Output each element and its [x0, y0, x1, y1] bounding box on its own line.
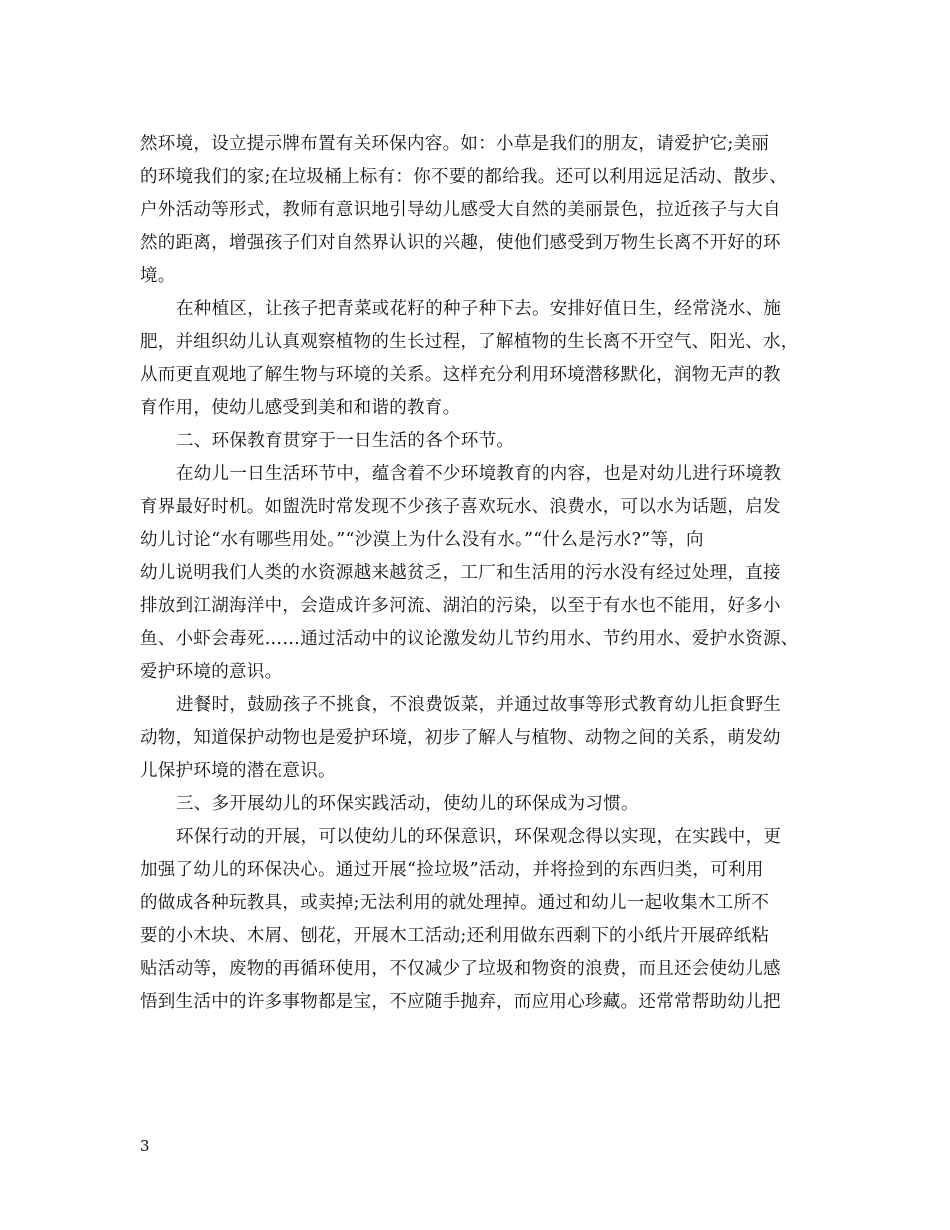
text-line: 然的距离，增强孩子们对自然界认识的兴趣，使他们感受到万物生长离不开好的环	[140, 233, 781, 253]
text-line: 然环境，设立提示牌布置有关环保内容。如：小草是我们的朋友，请爱护它;美丽	[140, 134, 770, 154]
text-line: 肥，并组织幼儿认真观察植物的生长过程，了解植物的生长离不开空气、阳光、水，	[140, 332, 799, 352]
text-line: 幼儿讨论“水有哪些用处。”“沙漠上为什么没有水。”“什么是污水?”等，向	[140, 530, 704, 550]
text-line: 户外活动等形式，教师有意识地引导幼儿感受大自然的美丽景色，拉近孩子与大自	[140, 200, 781, 220]
paragraph-first-line: 在种植区，让孩子把青菜或花籽的种子种下去。安排好值日生，经常浇水、施	[176, 299, 782, 319]
text-line: 幼儿说明我们人类的水资源越来越贫乏，工厂和生活用的污水没有经过处理，直接	[140, 563, 781, 583]
paragraph-first-line: 在幼儿一日生活环节中，蕴含着不少环境教育的内容，也是对幼儿进行环境教	[176, 464, 782, 484]
paragraph-first-line: 进餐时，鼓励孩子不挑食，不浪费饭菜，并通过故事等形式教育幼儿拒食野生	[176, 695, 782, 715]
text-line: 育界最好时机。如盥洗时常发现不少孩子喜欢玩水、浪费水，可以水为话题，启发	[140, 497, 781, 517]
text-line: 儿保护环境的潜在意识。	[140, 761, 336, 781]
text-line: 境。	[140, 266, 176, 286]
page-number: 3	[140, 1137, 150, 1155]
text-line: 爱护环境的意识。	[140, 662, 283, 682]
text-line: 鱼、小虾会毒死……通过活动中的议论激发幼儿节约用水、节约用水、爱护水资源、	[140, 629, 799, 649]
text-line: 要的小木块、木屑、刨花，开展木工活动;还利用做东西剩下的小纸片开展碎纸粘	[140, 926, 770, 946]
text-line: 悟到生活中的许多事物都是宝，不应随手抛弃，而应用心珍藏。还常常帮助幼儿把	[140, 992, 781, 1012]
section-heading: 三、多开展幼儿的环保实践活动，使幼儿的环保成为习惯。	[176, 794, 639, 814]
text-line: 动物，知道保护动物也是爱护环境，初步了解人与植物、动物之间的关系，萌发幼	[140, 728, 781, 748]
text-line: 加强了幼儿的环保决心。通过开展“捡垃圾”活动，并将捡到的东西归类，可利用	[140, 860, 764, 880]
text-line: 育作用，使幼儿感受到美和和谐的教育。	[140, 398, 461, 418]
text-line: 排放到江湖海洋中，会造成许多河流、湖泊的污染，以至于有水也不能用，好多小	[140, 596, 781, 616]
text-line: 贴活动等，废物的再循环使用，不仅减少了垃圾和物资的浪费，而且还会使幼儿感	[140, 959, 781, 979]
text-line: 从而更直观地了解生物与环境的关系。这样充分利用环境潜移默化，润物无声的教	[140, 365, 781, 385]
section-heading: 二、环保教育贯穿于一日生活的各个环节。	[176, 431, 515, 451]
text-line: 的环境我们的家;在垃圾桶上标有：你不要的都给我。还可以利用远足活动、散步、	[140, 167, 787, 187]
paragraph-first-line: 环保行动的开展，可以使幼儿的环保意识，环保观念得以实现，在实践中，更	[176, 827, 782, 847]
text-line: 的做成各种玩教具，或卖掉;无法利用的就处理掉。通过和幼儿一起收集木工所不	[140, 893, 770, 913]
